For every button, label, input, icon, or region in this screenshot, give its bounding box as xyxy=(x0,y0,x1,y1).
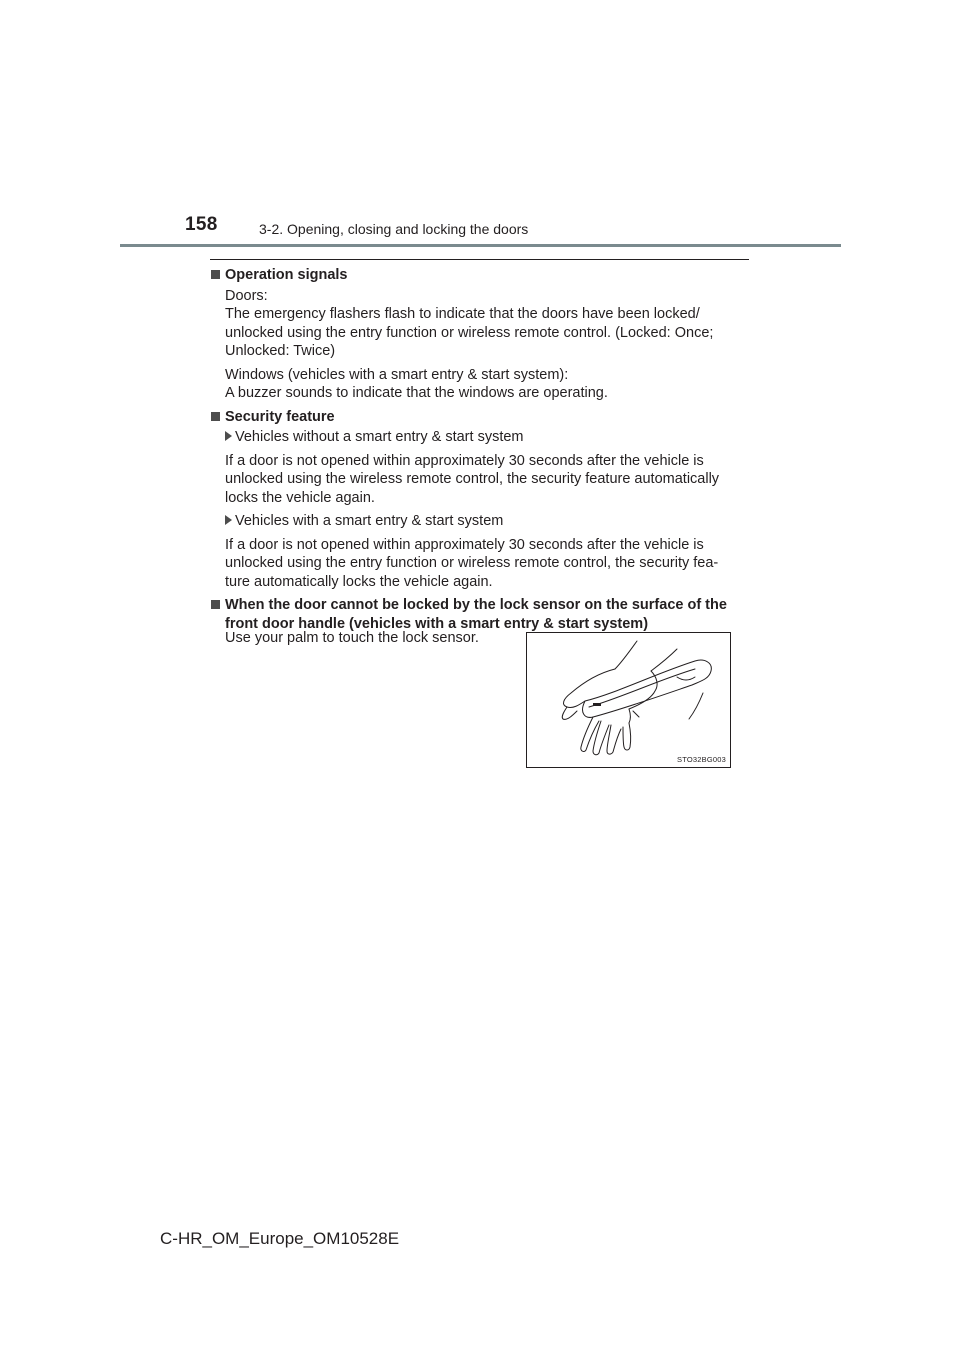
palm-on-door-handle-illustration xyxy=(526,632,731,768)
paragraph-line: locks the vehicle again. xyxy=(225,489,375,506)
page-content xyxy=(210,266,750,637)
square-bullet-icon xyxy=(211,600,220,609)
paragraph-line: If a door is not opened within approximately 30 seconds after the vehicle is xyxy=(225,536,704,553)
operation-signals-heading: Operation signals xyxy=(210,266,750,285)
lock-sensor-heading: When the door cannot be locked by the lock sensor on the surface of the front door handle (vehicles with a smart entry & start system) xyxy=(210,596,750,633)
triangle-bullet-icon xyxy=(225,515,232,525)
content-rule xyxy=(210,259,749,260)
doors-label: Doors: xyxy=(225,287,268,304)
security-feature-section xyxy=(210,408,750,592)
document-id: C-HR_OM_Europe_OM10528E xyxy=(160,1229,400,1248)
windows-text: A buzzer sounds to indicate that the windows are operating. xyxy=(225,385,608,401)
page-number: 158 xyxy=(185,214,218,235)
operation-signals-section xyxy=(210,266,750,403)
without-smart-entry-paragraph xyxy=(210,452,750,508)
doors-paragraph xyxy=(210,287,750,361)
square-bullet-icon xyxy=(211,270,220,279)
doors-text-line: Unlocked: Twice) xyxy=(225,343,336,359)
paragraph-line: ture automatically locks the vehicle again. xyxy=(225,573,493,590)
paragraph-line: unlocked using the entry function or wireless remote control, the security fea- xyxy=(225,555,719,571)
section-title: 3-2. Opening, closing and locking the doors xyxy=(259,221,529,237)
security-feature-heading: Security feature xyxy=(210,408,750,427)
windows-label: Windows (vehicles with a smart entry & start system): xyxy=(225,366,569,383)
with-smart-entry-label: Vehicles with a smart entry & start system xyxy=(210,512,750,531)
figure-code: STO32BG003 xyxy=(677,755,726,764)
triangle-bullet-icon xyxy=(225,431,232,441)
lock-sensor-instruction: Use your palm to touch the lock sensor. xyxy=(225,630,479,646)
windows-paragraph xyxy=(210,366,750,403)
paragraph-line: If a door is not opened within approximately 30 seconds after the vehicle is xyxy=(225,452,704,469)
doors-text-line: unlocked using the entry function or wireless remote control. (Locked: Once; xyxy=(225,324,714,341)
paragraph-line: unlocked using the wireless remote control, the security feature automatically xyxy=(225,471,720,487)
lock-sensor-section xyxy=(210,596,750,633)
hand-door-handle-icon xyxy=(527,633,730,767)
with-smart-entry-paragraph xyxy=(210,536,750,592)
header-rule xyxy=(120,244,841,247)
square-bullet-icon xyxy=(211,412,220,421)
doors-text-line: The emergency flashers flash to indicate that the doors have been locked/ xyxy=(225,306,700,322)
without-smart-entry-label: Vehicles without a smart entry & start system xyxy=(210,428,750,447)
